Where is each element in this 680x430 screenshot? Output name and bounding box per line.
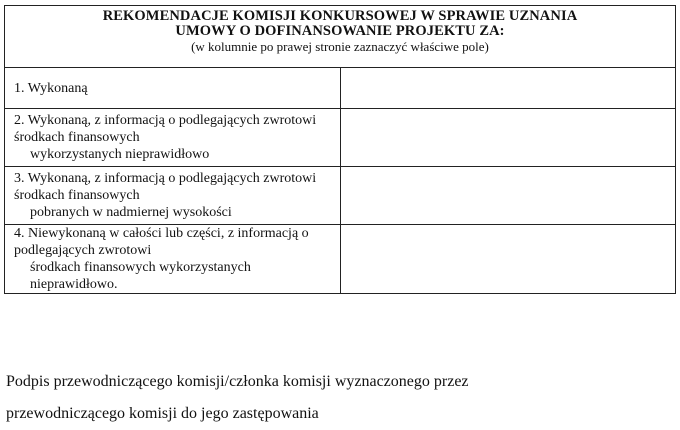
signature-caption: [6, 366, 469, 430]
option-3-text-line-1: 3. Wykonaną, z informacją o podlegających zwrotowi środkach finansowych: [14, 171, 317, 203]
option-label-2: [5, 109, 341, 167]
option-1-check-cell[interactable]: [340, 68, 676, 109]
table-header-row: [5, 6, 676, 68]
signature-line-2: przewodniczącego komisji do jego zastępowania: [6, 405, 319, 422]
option-row-4: [5, 225, 676, 294]
option-4-text-line-1: 4. Niewykonaną w całości lub części, z informacją o podlegających zwrotowi: [14, 226, 309, 258]
option-label-3: [5, 167, 341, 225]
option-label-1: [5, 68, 341, 109]
option-2-check-cell[interactable]: [340, 109, 676, 167]
option-3-check-cell[interactable]: [340, 167, 676, 225]
option-3-text-line-2: pobranych w nadmiernej wysokości: [30, 205, 232, 220]
option-2-text-line-2: wykorzystanych nieprawidłowo: [30, 147, 210, 162]
header-title-line-2: UMOWY O DOFINANSOWANIE PROJEKTU ZA:: [175, 23, 505, 39]
header-title-line-1: REKOMENDACJE KOMISJI KONKURSOWEJ W SPRAWIE UZNANIA: [102, 8, 578, 24]
option-4-check-cell[interactable]: [340, 225, 676, 294]
option-row-1: [5, 68, 676, 109]
header-instruction-note: (w kolumnie po prawej stronie zaznaczyć właściwe pole): [191, 39, 489, 54]
signature-line-1: Podpis przewodniczącego komisji/członka komisji wyznaczonego przez: [6, 373, 469, 390]
option-row-3: [5, 167, 676, 225]
option-1-text: 1. Wykonaną: [14, 80, 88, 96]
option-2-text-line-1: 2. Wykonaną, z informacją o podlegających zwrotowi środkach finansowych: [14, 113, 317, 145]
option-4-text-line-2: środkach finansowych wykorzystanych nieprawidłowo.: [30, 260, 251, 292]
option-row-2: [5, 109, 676, 167]
option-label-4: [5, 225, 341, 294]
recommendation-table: [4, 5, 676, 294]
table-header-cell: [5, 6, 676, 68]
